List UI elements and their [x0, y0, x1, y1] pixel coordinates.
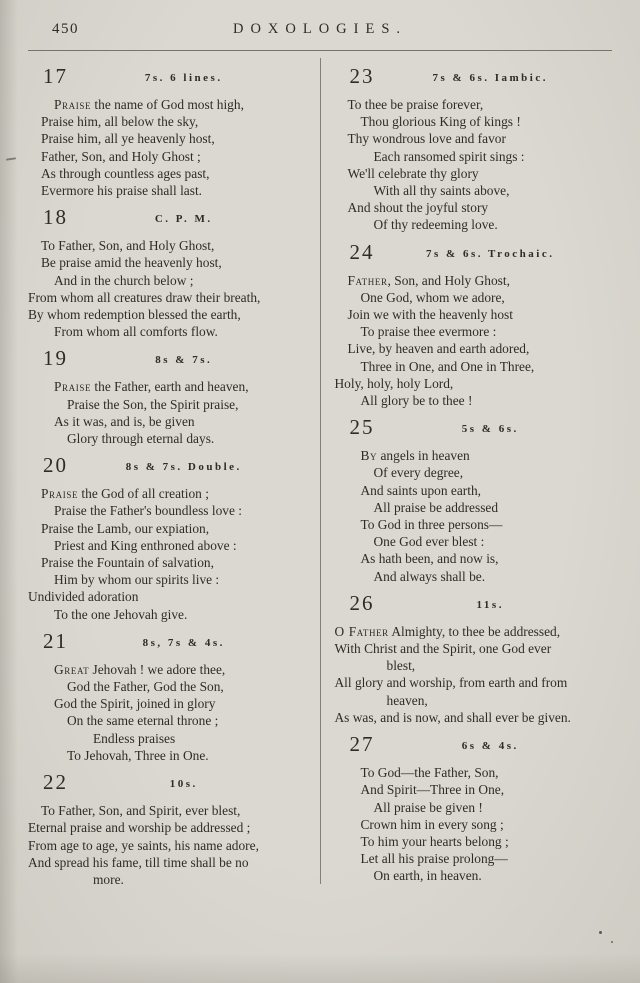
- hymn: [28, 205, 306, 340]
- hymn: [335, 64, 613, 234]
- hymn-header: [28, 628, 306, 655]
- hymn: [28, 346, 306, 447]
- hymn: [28, 770, 306, 888]
- hymn-number: 22: [43, 770, 68, 795]
- verse-line: Great Jehovah ! we adore thee,: [54, 661, 226, 677]
- hymn-header: [28, 453, 306, 479]
- hymn-number: 26: [349, 590, 375, 615]
- hymn-number: 24: [349, 239, 375, 264]
- verse-line: Father, Son, and Holy Ghost,: [347, 272, 510, 288]
- hymn-meter: 7s. 6 lines.: [144, 72, 223, 84]
- small-caps-lead: Great: [54, 661, 90, 677]
- verse-line: Three in One, and One in Three,: [360, 358, 535, 374]
- hymn-verse: [335, 96, 613, 234]
- verse-line: One God ever blest :: [373, 534, 485, 550]
- verse-line: Praise the name of God most high,: [54, 97, 244, 112]
- scan-artifact-dash: [6, 157, 16, 160]
- verse-line: As through countless ages past,: [41, 165, 210, 181]
- verse-line: To Father, Son, and Holy Ghost,: [41, 238, 215, 254]
- verse-line: Praise the Father, earth and heaven,: [54, 379, 249, 395]
- verse-line: With all thy saints above,: [373, 183, 510, 199]
- verse-line: All praise be given !: [373, 799, 483, 815]
- verse-line: Praise the God of all creation ;: [41, 486, 209, 502]
- verse-line: Undivided adoration: [28, 589, 139, 605]
- header-rule: [28, 50, 612, 51]
- verse-line: One God, whom we adore,: [360, 289, 505, 305]
- small-caps-lead: By: [360, 448, 378, 464]
- verse-line: To him your hearts belong ;: [360, 833, 509, 849]
- verse-line: Father, Son, and Holy Ghost ;: [41, 148, 201, 164]
- verse-line: All glory be to thee !: [360, 393, 473, 409]
- right-column: [335, 58, 613, 888]
- verse-line: And in the church below ;: [54, 272, 194, 288]
- scan-artifact-dot: [599, 931, 602, 934]
- verse-line: Thy wondrous love and favor: [347, 131, 506, 147]
- verse-line: As it was, and is, be given: [54, 413, 195, 429]
- verse-line: On earth, in heaven.: [373, 868, 482, 884]
- hymn-header: [28, 205, 306, 231]
- verse-line: All praise be addressed: [373, 499, 499, 515]
- verse-line: As hath been, and now is,: [360, 551, 499, 567]
- hymn-meter: C. P. M.: [154, 213, 213, 226]
- hymn-meter: 7s & 6s. Iambic.: [432, 72, 548, 84]
- verse-line: Praise him, all ye heavenly host,: [41, 131, 215, 147]
- hymn-header: [28, 346, 306, 372]
- hymn-verse: [28, 237, 306, 340]
- small-caps-lead: Father: [347, 272, 388, 288]
- verse-line: We'll celebrate thy glory: [347, 165, 479, 181]
- hymn-number: 18: [43, 205, 68, 230]
- hymn-verse: [28, 378, 306, 447]
- verse-line: From whom all creatures draw their breath,: [28, 289, 261, 305]
- hymn-header: [28, 64, 306, 90]
- small-caps-lead: Praise: [41, 486, 79, 502]
- verse-line: Praise the Lamb, our expiation,: [41, 520, 210, 536]
- small-caps-lead: Praise: [54, 379, 92, 395]
- hymn-number: 27: [349, 732, 375, 757]
- verse-line: From whom all comforts flow.: [54, 324, 218, 340]
- verse-line: And saints upon earth,: [360, 482, 481, 498]
- verse-line: And always shall be.: [373, 568, 486, 584]
- hymn-columns: [28, 58, 612, 888]
- verse-line: And Spirit—Three in One,: [360, 782, 505, 798]
- hymn-meter: 8s & 7s.: [155, 354, 213, 367]
- verse-line: By whom redemption blessed the earth,: [28, 307, 241, 323]
- hymn-header: [28, 770, 306, 796]
- verse-line: blest,: [386, 658, 416, 674]
- hymn-meter: 8s, 7s & 4s.: [142, 636, 225, 649]
- verse-line: God the Father, God the Son,: [67, 679, 224, 695]
- hymn-number: 20: [43, 453, 68, 478]
- scan-artifact-dot: [611, 941, 613, 943]
- hymn-verse: [28, 96, 306, 199]
- hymn: [28, 453, 306, 623]
- hymn-number: 21: [43, 628, 68, 653]
- hymn-verse: [28, 661, 306, 764]
- verse-line: Holy, holy, holy Lord,: [334, 375, 454, 391]
- verse-line: Of thy redeeming love.: [373, 217, 498, 233]
- verse-line: And shout the joyful story: [347, 200, 489, 216]
- hymn-meter: 7s & 6s. Trochaic.: [426, 247, 555, 260]
- verse-line: Evermore his praise shall last.: [41, 183, 203, 199]
- verse-line: more.: [93, 871, 124, 887]
- hymn-verse: [335, 623, 613, 726]
- hymn-meter: 6s & 4s.: [461, 740, 519, 753]
- column-divider: [320, 58, 321, 884]
- hymn-number: 23: [349, 64, 375, 88]
- hymn-verse: [335, 447, 613, 585]
- hymn-verse: [28, 802, 306, 888]
- verse-line: O Father Almighty, to thee be addressed,: [334, 623, 561, 639]
- verse-line: Glory through eternal days.: [67, 431, 215, 447]
- hymn-number: 17: [43, 64, 68, 88]
- verse-line: Let all his praise prolong—: [360, 851, 508, 867]
- verse-line: On the same eternal throne ;: [67, 713, 219, 729]
- page-number: 450: [52, 21, 79, 37]
- verse-line: Endless praises: [93, 730, 176, 746]
- verse-line: And spread his fame, till time shall be no: [28, 854, 249, 870]
- hymn-verse: [335, 272, 613, 410]
- hymn: [335, 415, 613, 585]
- verse-line: All glory and worship, from earth and from: [334, 675, 568, 691]
- left-column: [28, 58, 306, 888]
- hymn-header: [335, 239, 613, 266]
- verse-line: From age to age, ye saints, his name adore,: [28, 837, 259, 853]
- hymn-verse: [28, 485, 306, 623]
- hymn-meter: 5s & 6s.: [461, 423, 519, 436]
- verse-line: Join we with the heavenly host: [347, 307, 513, 323]
- page-title: DOXOLOGIES.: [232, 21, 408, 37]
- verse-line: Praise the Fountain of salvation,: [41, 555, 214, 571]
- verse-line: Praise the Son, the Spirit praise,: [67, 396, 239, 412]
- verse-line: To praise thee evermore :: [360, 324, 497, 340]
- verse-line: Him by whom our spirits live :: [54, 572, 220, 588]
- verse-line: Be praise amid the heavenly host,: [41, 255, 222, 271]
- verse-line: Thou glorious King of kings !: [360, 114, 521, 130]
- hymn-meter: 8s & 7s. Double.: [125, 461, 242, 474]
- verse-line: Each ransomed spirit sings :: [373, 148, 525, 164]
- hymn: [334, 239, 613, 410]
- hymn-header: [335, 64, 613, 90]
- verse-line: Crown him in every song ;: [360, 816, 504, 832]
- verse-line: heaven,: [386, 692, 428, 708]
- verse-line: To Jehovah, Three in One.: [67, 747, 209, 763]
- verse-line: God the Spirit, joined in glory: [54, 696, 216, 712]
- hymn-verse: [335, 764, 613, 884]
- hymn-header: [335, 732, 613, 758]
- hymn-number: 25: [349, 415, 375, 440]
- hymn: [28, 64, 306, 199]
- verse-line: To Father, Son, and Spirit, ever blest,: [41, 803, 241, 819]
- verse-line: Priest and King enthroned above :: [54, 537, 237, 553]
- verse-line: As was, and is now, and shall ever be given.: [334, 709, 571, 725]
- verse-line: To God—the Father, Son,: [360, 765, 499, 781]
- page-header: [28, 18, 612, 42]
- hymn: [28, 628, 306, 764]
- verse-line: To the one Jehovah give.: [54, 606, 188, 622]
- hymn-meter: 11s.: [476, 598, 504, 611]
- verse-line: Of every degree,: [373, 465, 464, 481]
- hymn-meter: 10s.: [169, 778, 198, 791]
- verse-line: Praise him, all below the sky,: [41, 114, 199, 130]
- verse-line: Praise the Father's boundless love :: [54, 503, 242, 519]
- verse-line: By angels in heaven: [360, 448, 470, 464]
- hymn: [335, 732, 613, 884]
- hymn: [334, 590, 613, 726]
- verse-line: With Christ and the Spirit, one God ever: [334, 641, 552, 657]
- verse-line: Live, by heaven and earth adored,: [347, 341, 530, 357]
- verse-line: Eternal praise and worship be addressed ;: [28, 820, 251, 836]
- verse-line: To thee be praise forever,: [347, 97, 484, 112]
- hymn-number: 19: [43, 346, 68, 371]
- small-caps-lead: Praise: [54, 97, 92, 112]
- hymn-header: [335, 590, 613, 617]
- hymn-header: [335, 415, 613, 441]
- verse-line: To God in three persons—: [360, 517, 503, 533]
- small-caps-lead: O Father: [334, 623, 389, 639]
